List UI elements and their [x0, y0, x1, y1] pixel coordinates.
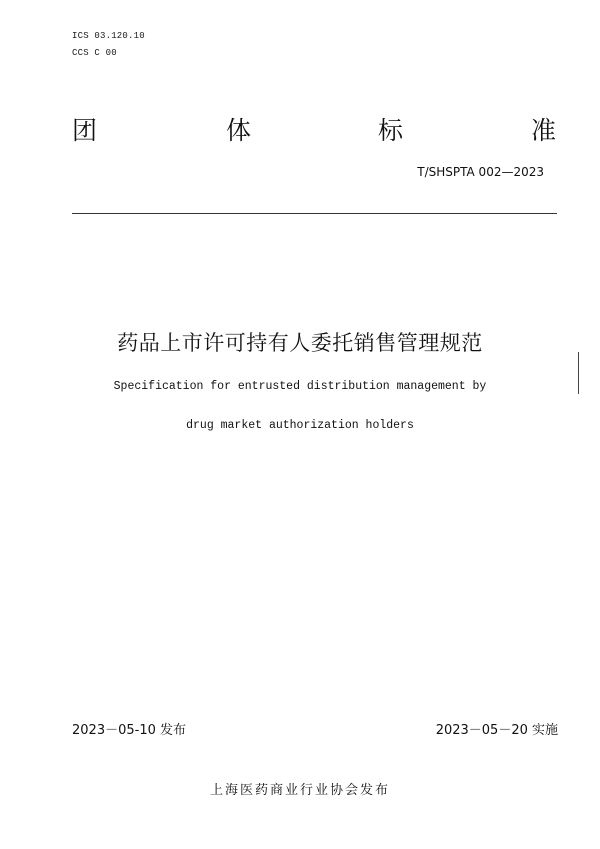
english-title-line-2: drug market authorization holders: [186, 419, 414, 432]
ccs-code: CCS C 00: [72, 48, 117, 58]
issue-date: 2023－05-10 发布: [72, 723, 186, 738]
publisher: 上海医药商业行业协会发布: [209, 783, 390, 798]
implementation-date: 2023－05－20 实施: [435, 723, 558, 738]
chinese-title: 药品上市许可持有人委托销售管理规范: [117, 331, 483, 355]
header-divider: [72, 213, 557, 214]
standard-type-char-4: 准: [531, 116, 557, 145]
standard-type-char-1: 团: [72, 116, 98, 145]
ics-code: ICS 03.120.10: [72, 31, 145, 41]
standard-type-char-2: 体: [226, 116, 252, 145]
standard-number: T/SHSPTA 002—2023: [417, 165, 544, 179]
english-title-line-1: Specification for entrusted distribution management by: [113, 380, 487, 393]
standard-type-char-3: 标: [378, 116, 404, 145]
